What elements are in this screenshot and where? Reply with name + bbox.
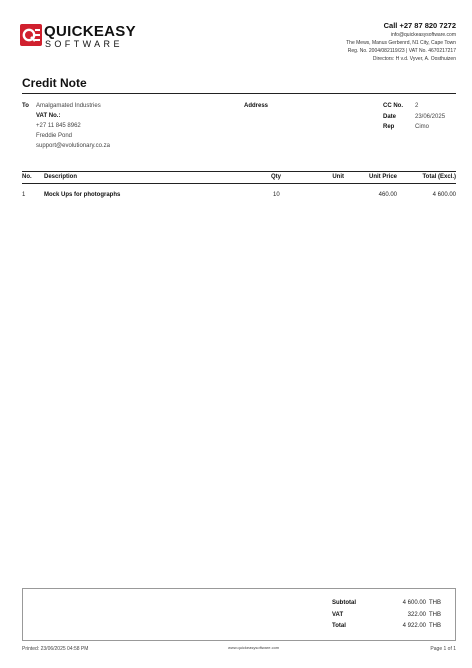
cc-no-label: CC No. (383, 103, 403, 109)
subtotal-label: Subtotal (332, 600, 356, 606)
title-divider (22, 93, 456, 94)
row-description: Mock Ups for photographs (44, 192, 121, 198)
col-header-unit-price: Unit Price (368, 174, 397, 180)
grand-total-label: Total (332, 623, 346, 629)
company-address: The Mews, Manus Gerbenrd, N1 City, Cape Town (346, 40, 456, 46)
customer-email: support@evolutionary.co.za (36, 143, 111, 149)
page-number: Page 1 of 1 (430, 646, 456, 652)
to-label: To (22, 103, 29, 109)
printed-timestamp: Printed: 23/06/2025 04:58 PM (22, 646, 89, 652)
customer-phone: +27 11 845 8962 (36, 123, 81, 129)
table-row (0, 190, 472, 200)
company-email: info@quickeasysoftware.com (390, 32, 456, 38)
totals-box (22, 588, 456, 641)
footer-website: www.quickeasysoftware.com (228, 645, 280, 650)
table-top-rule (22, 171, 456, 172)
vat-total-currency: THB (429, 612, 441, 618)
row-no: 1 (22, 192, 26, 198)
table-header-rule (22, 183, 456, 184)
vat-total-value: 322.00 (407, 612, 426, 618)
subtotal-currency: THB (429, 600, 441, 606)
col-header-total: Total (Excl.) (422, 174, 456, 180)
company-phone: Call +27 87 820 7272 (383, 21, 456, 30)
rep-value: Cimo (415, 124, 430, 130)
page-title: Credit Note (22, 76, 87, 90)
subtotal-value: 4 600.00 (402, 600, 426, 606)
vat-label: VAT No.: (36, 113, 61, 119)
quickeasy-logo-icon (20, 24, 42, 46)
brand-subtitle: SOFTWARE (45, 39, 123, 49)
date-label: Date (383, 114, 397, 120)
address-label: Address (244, 103, 269, 109)
grand-total-value: 4 922.00 (402, 623, 426, 629)
cc-no-value: 2 (415, 103, 419, 109)
col-header-no: No. (22, 174, 32, 180)
rep-label: Rep (383, 124, 395, 130)
company-registration: Reg. No. 2004/082119/23 | VAT No. 4670217217 (347, 48, 456, 54)
col-header-qty: Qty (271, 174, 282, 180)
grand-total-currency: THB (429, 623, 441, 629)
customer-contact: Freddie Pond (36, 133, 73, 139)
row-unit-price: 460.00 (378, 192, 397, 198)
customer-name: Amalgamated Industries (36, 103, 101, 109)
date-value: 23/06/2025 (415, 114, 446, 120)
row-qty: 10 (273, 192, 280, 198)
row-total: 4 600.00 (432, 192, 456, 198)
col-header-description: Description (44, 174, 78, 180)
company-info (346, 20, 456, 63)
company-directors: Directors: H v.d. Vyver, A. Oosthuizen (372, 56, 456, 62)
col-header-unit: Unit (332, 174, 344, 180)
brand-name: QUICKEASY (44, 23, 136, 40)
vat-total-label: VAT (332, 612, 344, 618)
